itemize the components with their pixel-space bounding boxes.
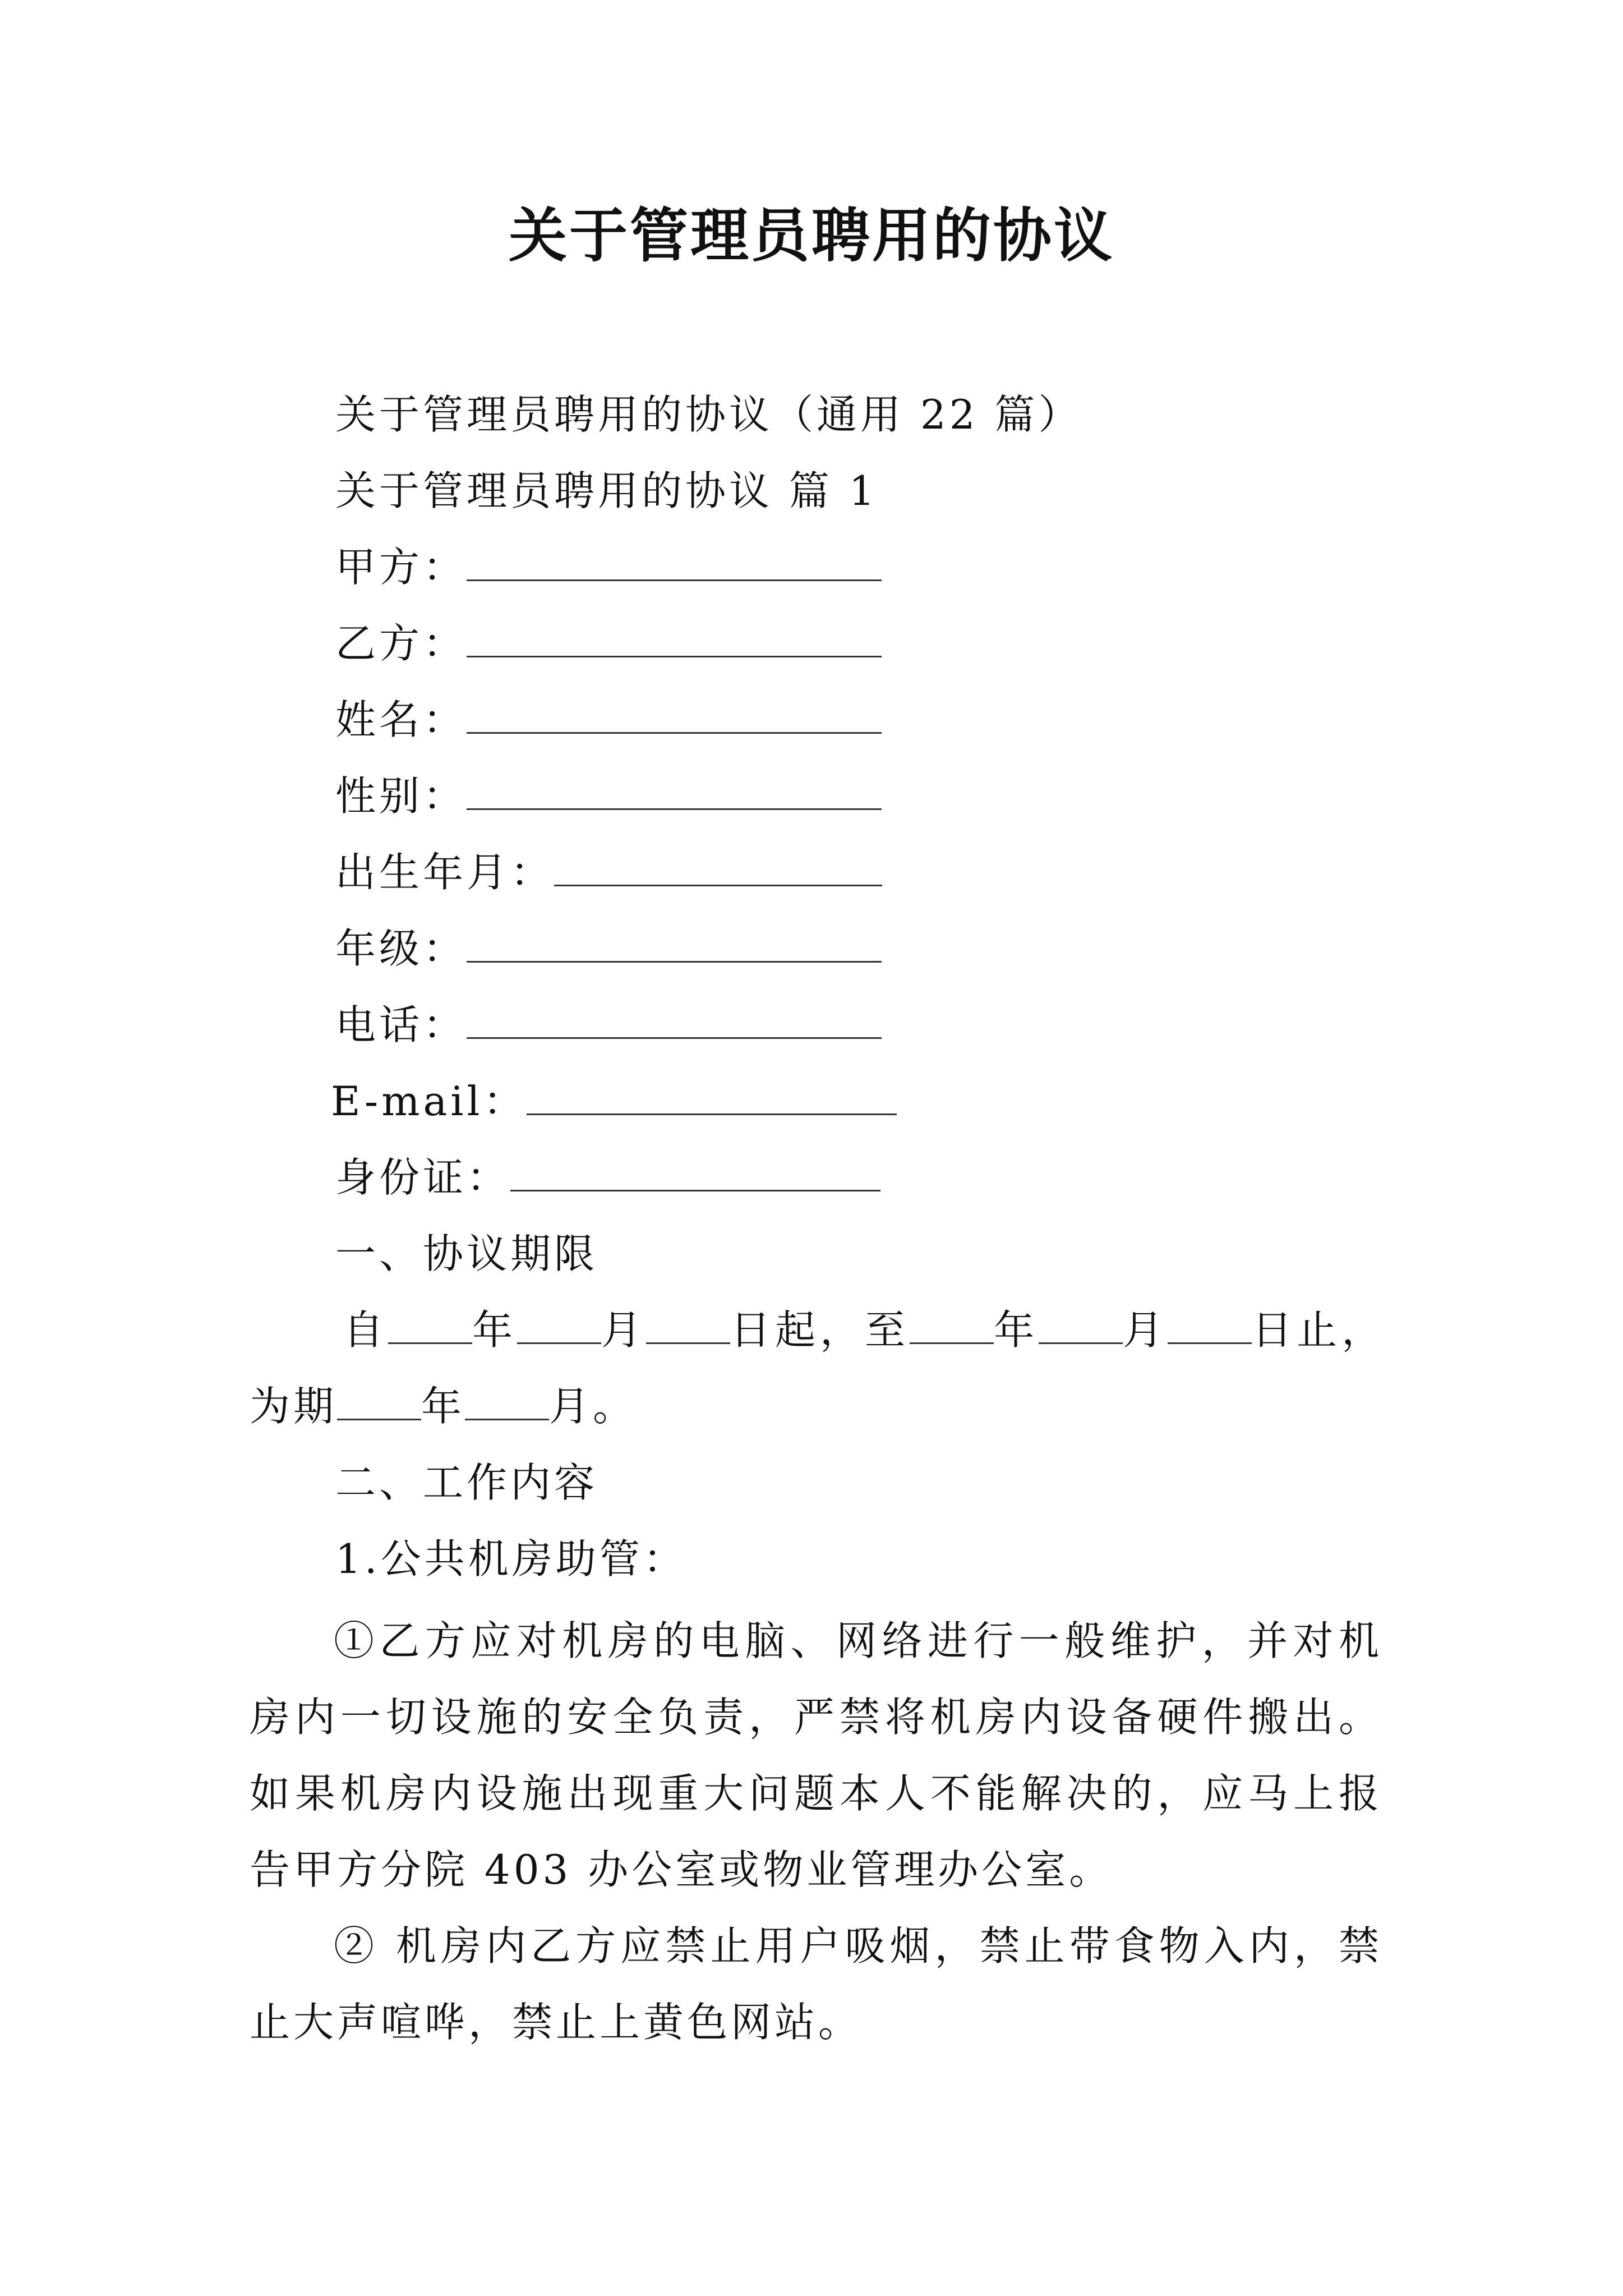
fill-blank [554, 850, 882, 886]
section-heading: 关于管理员聘用的协议 篇 1 [335, 467, 878, 514]
term-text: 月 [1123, 1306, 1168, 1354]
term-text: 月。 [549, 1383, 637, 1430]
document-subtitle: 关于管理员聘用的协议（通用 22 篇） [335, 391, 1082, 438]
document-title: 关于管理员聘用的协议 [508, 201, 1114, 270]
field-phone [335, 1000, 882, 1050]
fill-blank [467, 545, 882, 581]
term-line-1 [343, 1305, 1386, 1355]
item-1-heading: 1.公共机房助管： [335, 1535, 687, 1582]
paragraph-1: ①乙方应对机房的电脑、网络进行一般维护，并对机房内一切设施的安全负责，严禁将机房内设备硬件搬出。如果机房内设施出现重大问题本人不能解决的，应马上报告甲方分院 403 办公室或物业管理办公室。 [250, 1617, 1382, 1893]
field-party-b [335, 618, 882, 669]
field-name [335, 694, 882, 745]
term-text: 日止， [1252, 1306, 1387, 1354]
fill-blank [467, 697, 882, 734]
fill-blank [510, 1155, 880, 1191]
term-text: 自 [343, 1306, 389, 1354]
fill-blank [465, 1384, 549, 1420]
term-text: 月 [601, 1306, 647, 1354]
term-text: 年 [421, 1383, 465, 1430]
field-label: 身份证： [335, 1154, 511, 1201]
field-label: 性别： [335, 772, 467, 820]
field-email [331, 1076, 897, 1126]
field-label: 年级： [335, 925, 467, 972]
field-label: 电话： [335, 1001, 467, 1048]
field-birth-date [335, 847, 882, 898]
field-label: E-mail： [331, 1078, 527, 1125]
fill-blank [527, 1079, 897, 1115]
fill-blank [1039, 1308, 1123, 1344]
field-party-a [335, 542, 882, 592]
field-label: 乙方： [335, 620, 467, 667]
field-label: 甲方： [335, 544, 467, 591]
fill-blank [467, 1002, 882, 1039]
term-text: 年 [472, 1306, 518, 1354]
fill-blank [517, 1308, 601, 1344]
fill-blank [1168, 1308, 1252, 1344]
fill-blank [337, 1384, 421, 1420]
fill-blank [467, 926, 882, 963]
field-grade [335, 923, 882, 974]
fill-blank [467, 621, 882, 657]
term-text: 为期 [250, 1383, 338, 1430]
field-gender [335, 771, 882, 821]
clause-2-heading: 二、工作内容 [335, 1459, 598, 1506]
term-line-2 [250, 1381, 637, 1432]
paragraph-2: ② 机房内乙方应禁止用户吸烟，禁止带食物入内，禁止大声喧哗，禁止上黄色网站。 [250, 1922, 1382, 2046]
field-label: 出生年月： [335, 849, 555, 896]
fill-blank [910, 1308, 994, 1344]
term-text: 日起，至 [730, 1306, 910, 1354]
field-label: 姓名： [335, 696, 467, 743]
field-id-card [335, 1152, 880, 1203]
fill-blank [388, 1308, 472, 1344]
clause-1-heading: 一、协议期限 [335, 1230, 598, 1277]
term-text: 年 [994, 1306, 1039, 1354]
fill-blank [467, 774, 882, 810]
fill-blank [646, 1308, 730, 1344]
